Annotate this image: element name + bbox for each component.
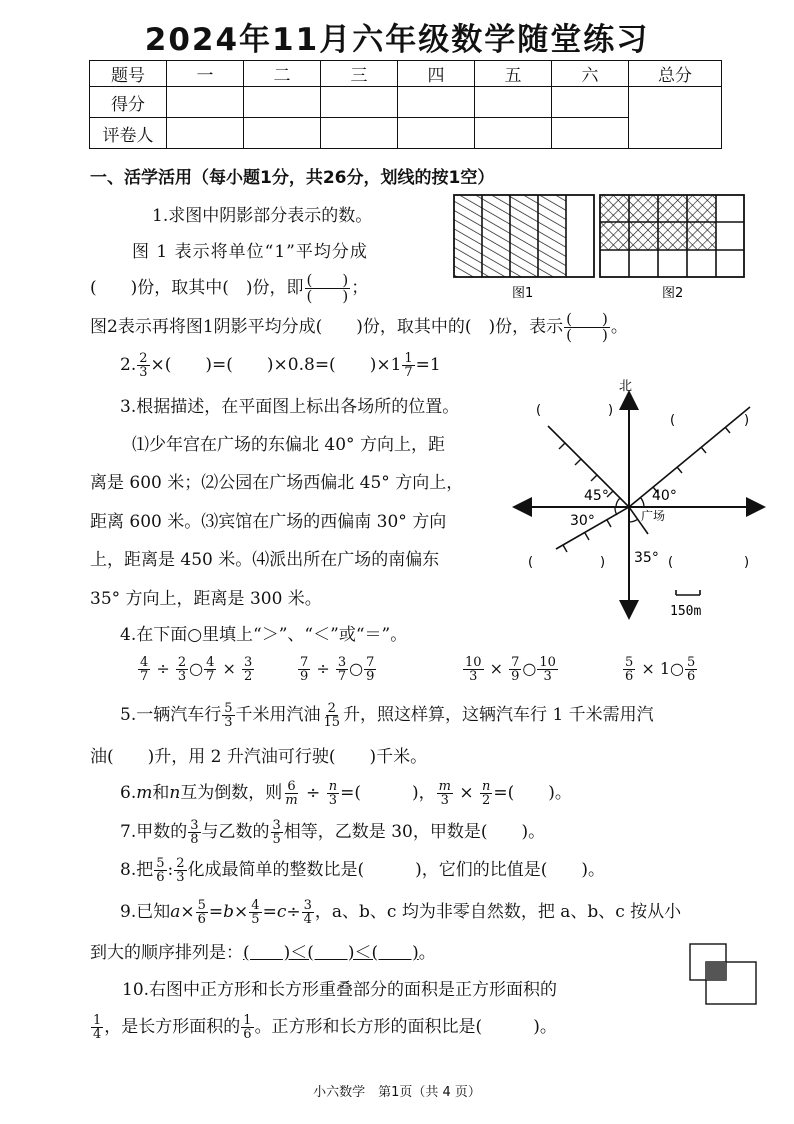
grader-cell[interactable] [552,118,629,149]
q10-line1: 10.右图中正方形和长方形重叠部分的面积是正方形面积的 [122,980,558,1000]
row-header: 题号 [90,61,167,87]
answer-paren: ) [608,403,614,418]
north-label: 北 [619,379,633,394]
q9-line1: 9.已知a× $\frac{5}{6}$ =b× $\frac{4}{5}$ =c÷ $\frac{3}{4}$ ，a、b、c 均为非零自然数，把 a、b、c 按从小 [120,898,682,927]
q3-line2: 离是 600 米；⑵公园在广场西偏北 45° 方向上， [90,473,464,493]
answer-paren: ( [536,403,542,418]
q6: 6.m和n互为倒数，则 $\frac{6}{m}$ ÷ $\frac{n}{3}$ =( )， $\frac{m}{3}$ × $\frac{n}{2}$ =( )。 [120,779,572,808]
row-header: 评卷人 [90,118,167,149]
q1-stem: 1.求图中阴影部分表示的数。 [152,206,373,226]
answer-paren: ( [670,413,676,428]
q10-line2: $\frac{1}{4}$ ，是长方形面积的 $\frac{1}{6}$ 。正方形和长方形的面积比是( )。 [93,1013,557,1042]
score-cell[interactable] [475,87,552,118]
score-cell[interactable] [398,87,475,118]
fig1-label: 图1 [512,286,534,301]
scale-label: 150m [670,604,702,619]
answer-paren: ) [744,413,750,428]
q5-line2: 油( )升，用 2 升汽油可行驶( )千米。 [90,747,428,767]
q3-line1: ⑴少年宫在广场的东偏北 40° 方向上，距 [132,435,445,455]
score-cell[interactable] [321,87,398,118]
q4-expr-2: $\frac{7}{9}$ ÷ $\frac{3}{7}$ ○ $\frac{7}{9}$ [300,655,375,684]
q1-line2: 图 1 表示将单位“1”平均分成 [132,242,368,262]
answer-paren: ) [600,555,606,570]
angle-40: 40° [652,488,677,504]
col-header: 一 [167,61,244,87]
q4-expr-1: $\frac{4}{7}$ ÷ $\frac{2}{3}$ ○ $\frac{4}{7}$ × $\frac{3}{2}$ [140,655,253,684]
col-header: 二 [244,61,321,87]
fig2-label: 图2 [662,286,684,301]
total-cell[interactable] [629,87,722,149]
q5-line1: 5.一辆汽车行 $\frac{5}{3}$ 千米用汽油 $\frac{2}{15}$ 升，照这样算，这辆汽车行 1 千米需用汽 [120,701,654,730]
q3-line3: 距离 600 米。⑶宾馆在广场的西偏南 30° 方向 [90,512,447,532]
q3-line4: 上，距离是 450 米。⑷派出所在广场的南偏东 [90,550,440,570]
answer-paren: ( [528,555,534,570]
plaza-label: 广场 [641,509,666,523]
q1-line3: ( )份，取其中( )份，即 $\frac{( )}{( )}$ ； [90,271,369,305]
q3-stem: 3.根据描述，在平面图上标出各场所的位置。 [120,397,460,417]
grader-cell[interactable] [167,118,244,149]
total-header: 总分 [629,61,722,87]
grader-cell[interactable] [321,118,398,149]
row-header: 得分 [90,87,167,118]
page-title: 2024年11月六年级数学随堂练习 [144,22,650,58]
angle-35: 35° [634,550,659,566]
page-footer: 小六数学 第1页（共 4 页） [313,1085,481,1100]
angle-30: 30° [570,513,595,529]
col-header: 三 [321,61,398,87]
answer-paren: ) [744,555,750,570]
q2: 2. $\frac{2}{3}$ ×( )=( )×0.8=( )×1 $\frac{1}{7}$ =1 [120,351,441,380]
compass-diagram [512,376,774,626]
score-cell[interactable] [244,87,321,118]
overlap-figure [688,942,760,1008]
score-cell[interactable] [552,87,629,118]
figure-2 [600,195,744,277]
answer-paren: ( [668,555,674,570]
score-cell[interactable] [167,87,244,118]
q1-line4: 图2表示再将图1阴影平均分成( )份，取其中的( )份，表示 $\frac{( )}{( )}$ 。 [90,310,628,344]
q8: 8.把 $\frac{5}{6}$ : $\frac{2}{3}$ 化成最简单的整数比是( )，它们的比值是( )。 [120,856,606,885]
q4-expr-4: $\frac{5}{6}$ × 1○ $\frac{5}{6}$ [625,655,696,684]
q9-line2: 到大的顺序排列是：( )＜( )＜( )。 [90,943,436,963]
q4-expr-3: $\frac{10}{3}$ × $\frac{7}{9}$ ○ $\frac{10}{3}$ [465,655,556,684]
col-header: 五 [475,61,552,87]
overlap-region [706,962,726,980]
grader-cell[interactable] [475,118,552,149]
q7: 7.甲数的 $\frac{3}{8}$ 与乙数的 $\frac{3}{5}$ 相等，乙数是 30，甲数是( )。 [120,818,546,847]
section-heading: 一、活学活用（每小题1分，共26分，划线的按1空） [90,168,495,188]
figure-1 [454,195,594,277]
q3-line5: 35° 方向上，距离是 300 米。 [90,589,322,609]
q4-stem: 4.在下面○里填上“＞”、“＜”或“＝”。 [120,625,408,645]
score-table [89,60,722,149]
grader-cell[interactable] [398,118,475,149]
angle-45: 45° [584,488,609,504]
col-header: 四 [398,61,475,87]
q1-figures [450,190,750,302]
col-header: 六 [552,61,629,87]
grader-cell[interactable] [244,118,321,149]
